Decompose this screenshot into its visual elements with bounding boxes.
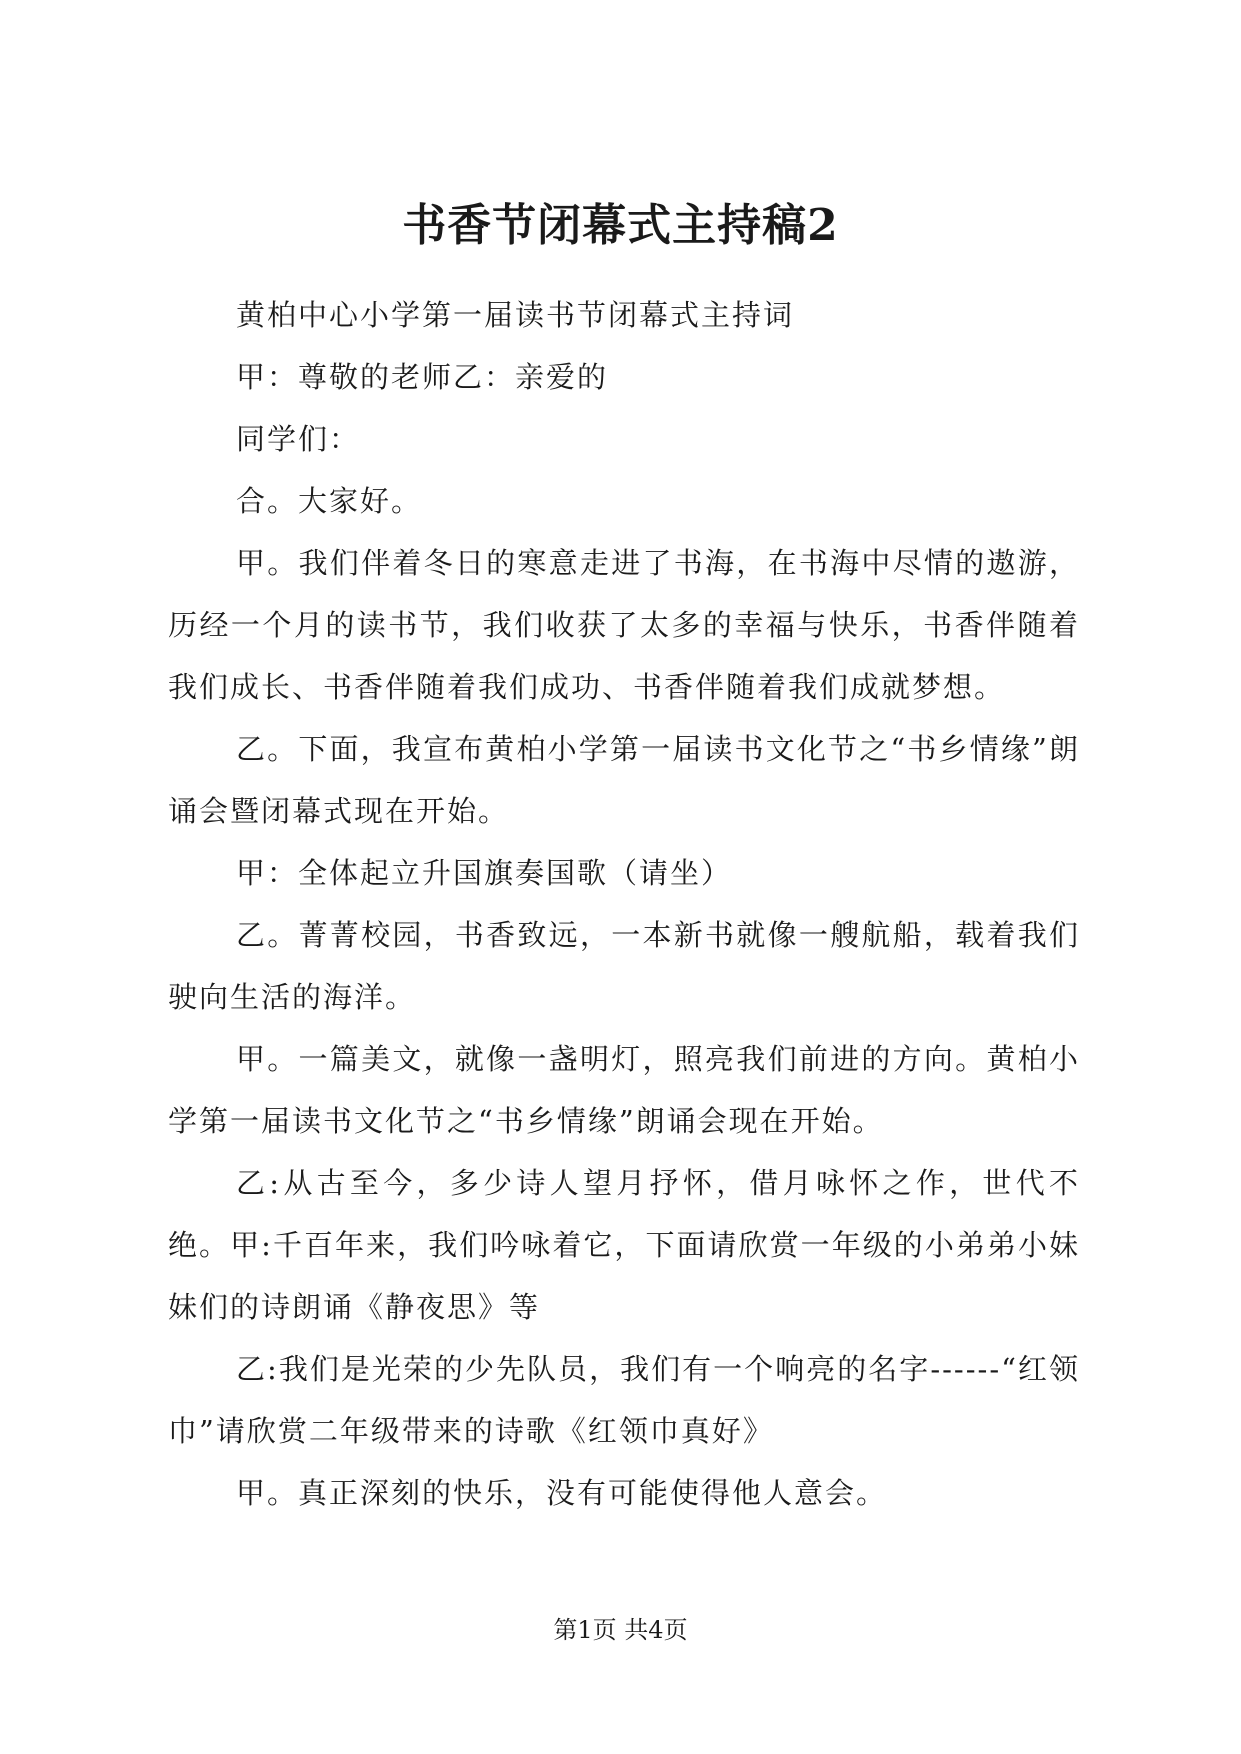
paragraph: 乙。下面，我宣布黄柏小学第一届读书文化节之“书乡情缘”朗诵会暨闭幕式现在开始。: [168, 732, 1080, 828]
paragraph: 甲：尊敬的老师乙：亲爱的: [236, 360, 609, 394]
paragraph: 乙:我们是光荣的少先队员，我们有一个响亮的名字------“红领巾”请欣赏二年级带来的诗歌《红领巾真好》: [168, 1352, 1080, 1448]
paragraph: 黄柏中心小学第一届读书节闭幕式主持词: [236, 298, 795, 332]
paragraph: 合。大家好。: [236, 484, 423, 518]
paragraph: 乙。菁菁校园，书香致远，一本新书就像一艘航船，载着我们驶向生活的海洋。: [168, 918, 1080, 1014]
document-body: [168, 284, 1080, 1524]
paragraph: 同学们：: [236, 422, 361, 456]
paragraph: 甲。真正深刻的快乐，没有可能使得他人意会。: [236, 1476, 888, 1510]
page-number-footer: 第1页 共4页: [553, 1616, 688, 1644]
paragraph: 甲：全体起立升国旗奏国歌（请坐）: [236, 856, 733, 890]
paragraph: 甲。我们伴着冬日的寒意走进了书海，在书海中尽情的遨游，历经一个月的读书节，我们收获了太多的幸福与快乐，书香伴随着我们成长、书香伴随着我们成功、书香伴随着我们成就梦想。: [168, 546, 1080, 704]
paragraph: 乙:从古至今，多少诗人望月抒怀，借月咏怀之作，世代不绝。甲:千百年来，我们吟咏着它，下面请欣赏一年级的小弟弟小妹妹们的诗朗诵《静夜思》等: [168, 1166, 1080, 1324]
paragraph: 甲。一篇美文，就像一盏明灯，照亮我们前进的方向。黄柏小学第一届读书文化节之“书乡情缘”朗诵会现在开始。: [168, 1042, 1080, 1138]
document-title: 书香节闭幕式主持稿2: [402, 200, 839, 251]
